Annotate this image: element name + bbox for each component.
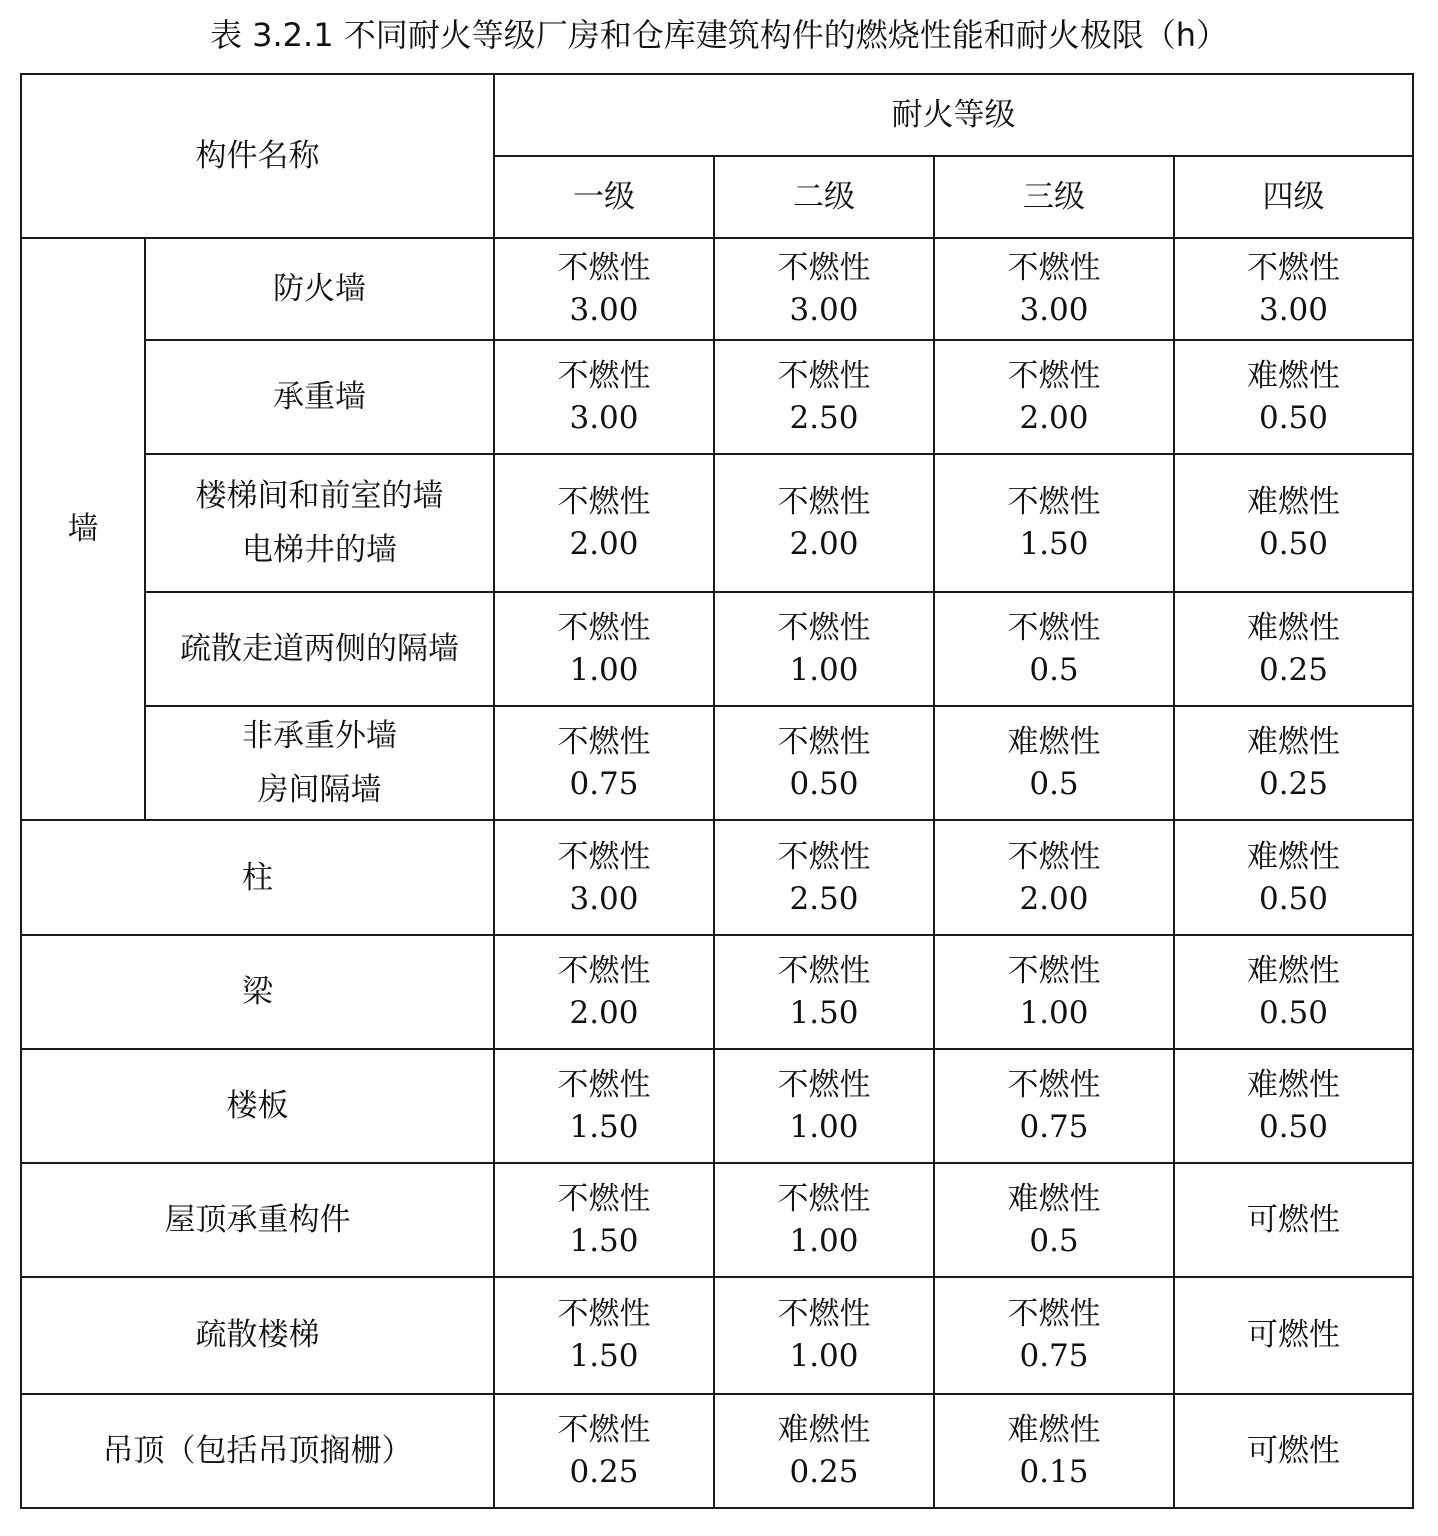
- combustibility-text: 难燃性: [1007, 724, 1101, 761]
- combustibility-text: 不燃性: [557, 1066, 651, 1103]
- combustibility-text: 不燃性: [557, 610, 651, 647]
- combustibility-text: 可燃性: [1247, 1432, 1340, 1469]
- fire-limit-value: 2.00: [569, 526, 639, 563]
- table-row: [21, 340, 1413, 454]
- table-row: [21, 1394, 1413, 1508]
- rating-cell-level-3: [934, 340, 1174, 454]
- fire-limit-value: 3.00: [789, 292, 859, 329]
- fire-limit-value: 1.00: [789, 1108, 859, 1145]
- fire-limit-value: 0.50: [1258, 1108, 1329, 1145]
- rating-cell-level-1: [494, 340, 714, 454]
- rating-cell-level-4: [1174, 1394, 1413, 1508]
- fire-limit-value: 0.15: [1019, 1453, 1089, 1490]
- fire-limit-value: 1.50: [569, 1338, 639, 1375]
- combustibility-text: 不燃性: [1007, 952, 1101, 989]
- combustibility-text: 难燃性: [1247, 1066, 1340, 1103]
- table-title: 表 3.2.1 不同耐火等级厂房和仓库建筑构件的燃烧性能和耐火极限（h）: [209, 16, 1229, 54]
- fire-limit-value: 3.00: [569, 400, 639, 437]
- component-name-line: 承重墙: [273, 379, 366, 416]
- fire-limit-value: 3.00: [569, 880, 639, 917]
- rating-cell-level-4: [1174, 592, 1413, 706]
- table-row: [21, 1277, 1413, 1394]
- rating-cell-level-4: [1174, 706, 1413, 820]
- combustibility-text: 难燃性: [1247, 724, 1340, 761]
- fire-limit-value: 0.50: [1258, 994, 1329, 1031]
- combustibility-text: 难燃性: [1007, 1411, 1101, 1448]
- combustibility-text: 难燃性: [1247, 358, 1340, 395]
- component-name: [145, 238, 494, 340]
- rating-cell-level-2: [714, 1163, 934, 1277]
- rating-cell-level-1: [494, 706, 714, 820]
- combustibility-text: 不燃性: [777, 952, 871, 989]
- fire-limit-value: 0.50: [789, 766, 859, 803]
- combustibility-text: 不燃性: [1007, 358, 1101, 395]
- table-row: [21, 1163, 1413, 1277]
- header-level-3: 三级: [934, 156, 1174, 238]
- combustibility-text: 不燃性: [1007, 1066, 1101, 1103]
- rating-cell-level-1: [494, 1394, 714, 1508]
- combustibility-text: 不燃性: [1007, 838, 1101, 875]
- component-name-line: 防火墙: [273, 271, 366, 308]
- rating-cell-level-2: [714, 1049, 934, 1163]
- table-row: [21, 238, 1413, 340]
- rating-cell-level-2: [714, 1394, 934, 1508]
- header-level-2: 二级: [714, 156, 934, 238]
- rating-cell-level-2: [714, 238, 934, 340]
- fire-limit-value: 2.00: [1019, 880, 1089, 917]
- fire-limit-value: 1.50: [569, 1222, 639, 1259]
- combustibility-text: 难燃性: [1247, 610, 1340, 647]
- component-name-line: 疏散走道两侧的隔墙: [180, 631, 459, 668]
- fire-limit-value: 1.00: [789, 1338, 859, 1375]
- component-name-line: 房间隔墙: [257, 772, 382, 809]
- fire-limit-value: 0.25: [789, 1453, 859, 1490]
- rating-cell-level-3: [934, 935, 1174, 1049]
- combustibility-text: 不燃性: [557, 1411, 651, 1448]
- fire-limit-value: 0.25: [1258, 652, 1329, 689]
- component-name: 屋顶承重构件: [21, 1163, 494, 1277]
- rating-cell-level-4: [1174, 340, 1413, 454]
- combustibility-text: 不燃性: [557, 358, 651, 395]
- combustibility-text: 不燃性: [777, 610, 871, 647]
- fire-limit-value: 0.25: [569, 1453, 639, 1490]
- combustibility-text: 不燃性: [1007, 1296, 1101, 1333]
- combustibility-text: 不燃性: [777, 358, 871, 395]
- table-row: [21, 935, 1413, 1049]
- fire-limit-value: 0.5: [1029, 652, 1079, 689]
- component-name: 柱: [21, 820, 494, 934]
- combustibility-text: 难燃性: [1247, 838, 1340, 875]
- fire-limit-value: 0.50: [1258, 880, 1329, 917]
- fire-limit-value: 0.5: [1029, 1222, 1079, 1259]
- combustibility-text: 难燃性: [1007, 1180, 1101, 1217]
- combustibility-text: 不燃性: [557, 1180, 651, 1217]
- fire-limit-value: 0.75: [1019, 1108, 1089, 1145]
- table-row: [21, 706, 1413, 820]
- combustibility-text: 不燃性: [1007, 484, 1101, 521]
- rating-cell-level-4: [1174, 454, 1413, 592]
- fire-limit-value: 3.00: [569, 292, 639, 329]
- rating-cell-level-1: [494, 592, 714, 706]
- component-name: 吊顶（包括吊顶搁栅）: [21, 1394, 494, 1508]
- combustibility-text: 不燃性: [777, 1296, 871, 1333]
- header-level-4: 四级: [1174, 156, 1413, 238]
- fire-limit-value: 0.50: [1258, 400, 1329, 437]
- rating-cell-level-4: [1174, 1277, 1413, 1394]
- fire-limit-value: 1.00: [789, 652, 859, 689]
- fire-resistance-table: [20, 73, 1414, 1509]
- rating-cell-level-2: [714, 1277, 934, 1394]
- combustibility-text: 可燃性: [1247, 1317, 1340, 1354]
- rating-cell-level-3: [934, 1163, 1174, 1277]
- rating-cell-level-4: [1174, 1049, 1413, 1163]
- component-name: 疏散楼梯: [21, 1277, 494, 1394]
- rating-cell-level-4: [1174, 238, 1413, 340]
- combustibility-text: 不燃性: [777, 724, 871, 761]
- fire-limit-value: 2.00: [569, 994, 639, 1031]
- rating-cell-level-4: [1174, 935, 1413, 1049]
- fire-limit-value: 2.00: [789, 526, 859, 563]
- component-name: 楼板: [21, 1049, 494, 1163]
- combustibility-text: 难燃性: [777, 1411, 871, 1448]
- fire-limit-value: 1.00: [789, 1222, 859, 1259]
- table-row: [21, 454, 1413, 592]
- combustibility-text: 不燃性: [777, 1180, 871, 1217]
- combustibility-text: 不燃性: [557, 1296, 651, 1333]
- component-name: [145, 592, 494, 706]
- fire-limit-value: 1.50: [789, 994, 859, 1031]
- combustibility-text: 难燃性: [1247, 484, 1340, 521]
- component-name: [145, 454, 494, 592]
- rating-cell-level-3: [934, 592, 1174, 706]
- fire-limit-value: 1.00: [1019, 994, 1089, 1031]
- table-row: [21, 820, 1413, 934]
- fire-limit-value: 0.50: [1258, 526, 1329, 563]
- rating-cell-level-1: [494, 454, 714, 592]
- fire-limit-value: 0.25: [1258, 766, 1329, 803]
- combustibility-text: 不燃性: [777, 1066, 871, 1103]
- table-row: [21, 592, 1413, 706]
- combustibility-text: 不燃性: [1007, 610, 1101, 647]
- rating-cell-level-1: [494, 820, 714, 934]
- combustibility-text: 不燃性: [557, 838, 651, 875]
- fire-limit-value: 2.50: [789, 400, 859, 437]
- component-name: [145, 706, 494, 820]
- combustibility-text: 不燃性: [777, 484, 871, 521]
- rating-cell-level-3: [934, 1394, 1174, 1508]
- rating-cell-level-3: [934, 1049, 1174, 1163]
- header-level-1: 一级: [494, 156, 714, 238]
- component-name-line: 非承重外墙: [242, 718, 397, 755]
- rating-cell-level-1: [494, 1277, 714, 1394]
- fire-limit-value: 0.75: [1019, 1338, 1089, 1375]
- rating-cell-level-1: [494, 238, 714, 340]
- component-name-line: 电梯井的墙: [242, 532, 397, 569]
- rating-cell-level-2: [714, 592, 934, 706]
- rating-cell-level-2: [714, 820, 934, 934]
- rating-cell-level-3: [934, 238, 1174, 340]
- combustibility-text: 不燃性: [557, 952, 651, 989]
- combustibility-text: 可燃性: [1247, 1201, 1340, 1238]
- fire-limit-value: 3.00: [1258, 292, 1329, 329]
- rating-cell-level-2: [714, 454, 934, 592]
- rating-cell-level-1: [494, 935, 714, 1049]
- rating-cell-level-1: [494, 1049, 714, 1163]
- rating-cell-level-3: [934, 1277, 1174, 1394]
- fire-limit-value: 0.75: [569, 766, 639, 803]
- combustibility-text: 难燃性: [1247, 952, 1340, 989]
- fire-limit-value: 1.50: [569, 1108, 639, 1145]
- rating-cell-level-4: [1174, 1163, 1413, 1277]
- combustibility-text: 不燃性: [557, 484, 651, 521]
- combustibility-text: 不燃性: [1247, 250, 1340, 287]
- rating-cell-level-2: [714, 935, 934, 1049]
- rating-cell-level-4: [1174, 820, 1413, 934]
- rating-cell-level-3: [934, 820, 1174, 934]
- fire-limit-value: 2.50: [789, 880, 859, 917]
- combustibility-text: 不燃性: [1007, 250, 1101, 287]
- rating-cell-level-3: [934, 706, 1174, 820]
- combustibility-text: 不燃性: [777, 838, 871, 875]
- header-component-name: 构件名称: [21, 74, 494, 238]
- fire-limit-value: 1.50: [1019, 526, 1089, 563]
- rating-cell-level-1: [494, 1163, 714, 1277]
- combustibility-text: 不燃性: [557, 724, 651, 761]
- rating-cell-level-3: [934, 454, 1174, 592]
- table-row: [21, 1049, 1413, 1163]
- combustibility-text: 不燃性: [777, 250, 871, 287]
- component-name: 梁: [21, 935, 494, 1049]
- fire-limit-value: 2.00: [1019, 400, 1089, 437]
- fire-limit-value: 0.5: [1029, 766, 1079, 803]
- component-name-line: 楼梯间和前室的墙: [195, 478, 444, 515]
- wall-group-label: 墙: [21, 238, 145, 820]
- rating-cell-level-2: [714, 706, 934, 820]
- header-fire-rating: 耐火等级: [494, 74, 1413, 156]
- combustibility-text: 不燃性: [557, 250, 651, 287]
- rating-cell-level-2: [714, 340, 934, 454]
- component-name: [145, 340, 494, 454]
- fire-limit-value: 1.00: [569, 652, 639, 689]
- fire-limit-value: 3.00: [1019, 292, 1089, 329]
